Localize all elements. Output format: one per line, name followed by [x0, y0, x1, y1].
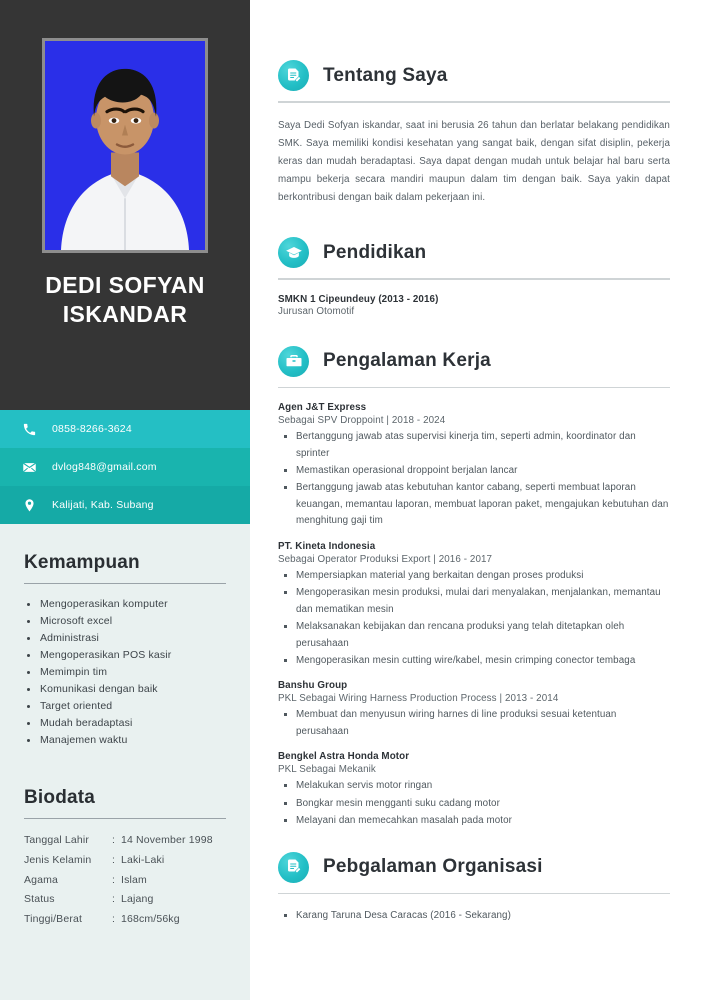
biodata-key: Tinggi/Berat: [24, 913, 83, 925]
organization-header: [278, 852, 670, 883]
education-title: Pendidikan: [323, 241, 427, 263]
organization-title: Pebgalaman Organisasi: [323, 856, 543, 878]
organization-section: [278, 852, 670, 925]
biodata-key: Jenis Kelamin: [24, 853, 92, 866]
job-entry: [278, 541, 670, 670]
list-item: Mengoperasikan mesin cutting wire/kabel, mesin crimping conector tembaga: [278, 653, 670, 669]
main-content: [250, 0, 706, 1000]
contact-email-value: dvlog848@gmail.com: [52, 461, 157, 473]
organization-divider: [278, 893, 670, 895]
biodata-value: Laki-Laki: [121, 853, 165, 866]
biodata-value: 168cm/56kg: [121, 913, 180, 925]
about-text: Saya Dedi Sofyan iskandar, saat ini berusia 26 tahun dan berlatar belakang pendidikan SMK. Saya memiliki kondisi kesehatan yang sangat baik, dengan sifat disiplin, pekerja keras dan mudah beradaptasi. Saya dapat dengan mudah untuk belajar hal baru serta mampu bekerja secara mandiri maupun dalam tim dengan baik. Saya yakin dapat berkontribusi dengan baik dalam pekerjaan ini.: [278, 119, 670, 203]
briefcase-icon: [278, 346, 309, 377]
biodata-sep: :: [112, 834, 116, 846]
about-header: [278, 60, 670, 91]
biodata-title: Biodata: [24, 787, 96, 808]
education-header: [278, 237, 670, 268]
profile-name: [45, 271, 204, 329]
education-divider: [278, 278, 670, 280]
phone-icon: [18, 418, 40, 440]
list-item: Melakukan servis motor ringan: [278, 778, 670, 794]
experience-divider: [278, 387, 670, 389]
list-item: Memastikan operasional droppoint berjalan lancar: [278, 463, 670, 479]
biodata-sep: :: [112, 853, 116, 866]
list-item: Mempersiapkan material yang berkaitan dengan proses produksi: [278, 568, 670, 584]
job-company: Agen J&T Express: [278, 402, 367, 414]
sidebar-header: [0, 0, 250, 410]
experience-header: [278, 346, 670, 377]
job-entry: [278, 751, 670, 829]
list-item: Komunikasi dengan baik: [24, 681, 226, 698]
table-row: [24, 890, 226, 910]
job-company: Bengkel Astra Honda Motor: [278, 751, 410, 763]
list-item: Memimpin tim: [24, 664, 226, 681]
biodata-value: Lajang: [121, 893, 154, 906]
biodata-sep: :: [112, 873, 116, 886]
job-company: PT. Kineta Indonesia: [278, 540, 376, 552]
list-item: Mudah beradaptasi: [24, 715, 226, 732]
skills-list: [24, 596, 226, 749]
job-duty-list: [278, 778, 670, 829]
job-entry: [278, 680, 670, 740]
location-pin-icon: [18, 494, 40, 516]
list-item: Mengoperasikan POS kasir: [24, 647, 226, 664]
biodata-key: Tanggal Lahir: [24, 834, 89, 846]
list-item: Mengoperasikan mesin produksi, mulai dari menyalakan, menjalankan, memantau dan mematikan mesin: [278, 585, 670, 618]
organization-list: [278, 908, 670, 924]
list-item: Melaksanakan kebijakan dan rencana produksi yang telah ditetapkan oleh perusahaan: [278, 619, 670, 652]
job-role: PKL Sebagai Mekanik: [278, 764, 376, 776]
biodata-divider: [24, 818, 226, 819]
job-duty-list: [278, 429, 670, 530]
list-item: Target oriented: [24, 698, 226, 715]
contact-phone-value: 0858-8266-3624: [52, 423, 132, 435]
job-duty-list: [278, 568, 670, 670]
list-item: Manajemen waktu: [24, 732, 226, 749]
biodata-sep: :: [112, 893, 116, 906]
list-item: Microsoft excel: [24, 613, 226, 630]
biodata-value: Islam: [121, 873, 147, 886]
contact-address-value: Kalijati, Kab. Subang: [52, 499, 154, 511]
list-item: Bertanggung jawab atas supervisi kinerja tim, seperti admin, koordinator dan sprinter: [278, 429, 670, 462]
list-item: Mengoperasikan komputer: [24, 596, 226, 613]
profile-name-line1: DEDI SOFYAN: [45, 272, 205, 298]
list-item: Bongkar mesin mengganti suku cadang motor: [278, 796, 670, 812]
profile-name-line2: ISKANDAR: [62, 300, 188, 327]
skills-title: Kemampuan: [24, 552, 140, 573]
graduation-cap-icon: [278, 237, 309, 268]
job-duty-list: [278, 707, 670, 740]
list-item: Bertanggung jawab atas kebutuhan kantor cabang, seperti membuat laporan keuangan, memantau laporan, membuat laporan paket, mengajukan kebutuhan dan menghitung gaji tim: [278, 480, 670, 529]
document-pencil-icon: [278, 852, 309, 883]
table-row: [24, 871, 226, 891]
table-row: [24, 831, 226, 851]
about-section: [278, 60, 670, 207]
education-major: Jurusan Otomotif: [278, 305, 355, 317]
biodata-table: [24, 831, 226, 930]
contact-address[interactable]: [0, 486, 250, 524]
about-divider: [278, 101, 670, 103]
job-role: Sebagai Operator Produksi Export | 2016 - 2017: [278, 553, 493, 565]
job-company: Banshu Group: [278, 680, 348, 692]
experience-title: Pengalaman Kerja: [323, 350, 491, 372]
skills-divider: [24, 583, 226, 584]
list-item: Karang Taruna Desa Caracas (2016 - Sekarang): [278, 908, 670, 924]
biodata-key: Status: [24, 893, 55, 906]
job-role: Sebagai SPV Droppoint | 2018 - 2024: [278, 415, 446, 427]
list-item: Melayani dan memecahkan masalah pada motor: [278, 813, 670, 829]
biodata-section: [0, 787, 250, 930]
document-pencil-icon: [278, 60, 309, 91]
biodata-value: 14 November 1998: [121, 834, 213, 846]
contact-email[interactable]: [0, 448, 250, 486]
education-section: [278, 237, 670, 317]
sidebar: [0, 0, 250, 1000]
envelope-icon: [18, 456, 40, 478]
job-role: PKL Sebagai Wiring Harness Production Process | 2013 - 2014: [278, 693, 559, 705]
list-item: Membuat dan menyusun wiring harnes di line produksi sesuai ketentuan perusahaan: [278, 707, 670, 740]
education-school: SMKN 1 Cipeundeuy (2013 - 2016): [278, 293, 439, 305]
contact-phone[interactable]: [0, 410, 250, 448]
skills-section: [0, 552, 250, 749]
biodata-key: Agama: [24, 873, 59, 886]
list-item: Administrasi: [24, 630, 226, 647]
biodata-sep: :: [112, 913, 116, 925]
profile-photo: [42, 38, 208, 253]
about-title: Tentang Saya: [323, 64, 448, 86]
table-row: [24, 851, 226, 871]
experience-section: [278, 346, 670, 830]
job-entry: [278, 402, 670, 530]
table-row: [24, 910, 226, 930]
